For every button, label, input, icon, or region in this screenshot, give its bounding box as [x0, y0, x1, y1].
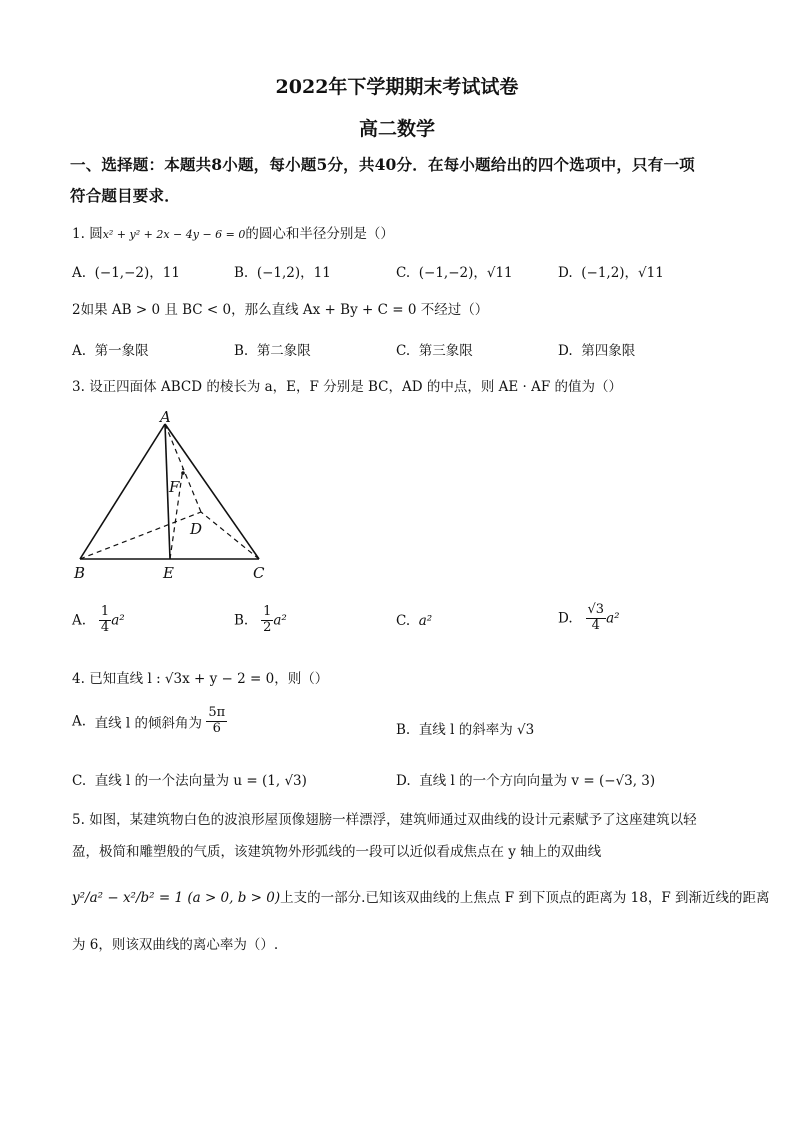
option-text: a²	[273, 612, 287, 629]
fraction	[261, 605, 273, 636]
option-label: B.	[396, 722, 411, 738]
question-number: 1.	[72, 226, 85, 242]
option-a	[72, 706, 227, 737]
question-text: 设正四面体 ABCD 的棱长为 a，E，F 分别是 BC，AD 的中点，则 AE · AF 的值为（）	[89, 379, 623, 395]
question-text: 圆	[89, 226, 103, 242]
option-label: C.	[72, 773, 87, 789]
edge-cd	[201, 512, 259, 559]
question-number: 3.	[72, 379, 85, 395]
option-d	[558, 339, 635, 359]
question-5-line1	[72, 808, 697, 828]
question-5-line2: 盈，极简和雕塑般的气质，该建筑物外形弧线的一段可以近似看成焦点在 y 轴上的双曲线	[72, 844, 602, 860]
option-label: D.	[558, 610, 573, 627]
edge-ab	[80, 424, 165, 559]
option-label: C.	[396, 265, 411, 281]
option-text: 第三象限	[418, 343, 473, 359]
option-c	[72, 769, 307, 789]
option-b	[234, 261, 331, 281]
option-label: A.	[72, 265, 87, 281]
option-c	[396, 261, 513, 281]
option-text: 直线 l 的斜率为 √3	[418, 722, 535, 738]
hyperbola-equation: y²/a² − x²/b² = 1 (a > 0, b > 0)	[72, 890, 281, 906]
option-label: A.	[72, 713, 87, 730]
option-a	[72, 339, 149, 359]
option-text: a²	[606, 610, 620, 627]
option-c	[396, 613, 432, 629]
option-text: (−1,2)，11	[256, 265, 331, 281]
section-heading-line1: 一、选择题：本题共8小题，每小题5分，共40分．在每小题给出的四个选项中，只有一项	[70, 155, 695, 174]
option-label: B.	[234, 265, 249, 281]
option-text: 直线 l 的倾斜角为	[94, 715, 203, 732]
option-label: D.	[558, 265, 573, 281]
question-5-line4: 为 6，则该双曲线的离心率为（）.	[72, 937, 279, 953]
option-d	[558, 261, 664, 281]
option-b	[234, 605, 287, 636]
vertex-label: A	[160, 410, 171, 426]
point-label: E	[163, 564, 174, 582]
edge-bd	[80, 512, 201, 559]
option-b	[234, 339, 311, 359]
option-text: 第一象限	[94, 343, 149, 359]
option-d	[396, 769, 655, 789]
fraction	[586, 603, 607, 634]
option-c	[396, 339, 473, 359]
option-text: 第四象限	[581, 343, 636, 359]
option-label: A.	[72, 343, 87, 359]
option-d	[558, 603, 620, 634]
denominator: 2	[263, 619, 272, 635]
page-subtitle: 高二数学	[358, 118, 435, 140]
question-text: 如果 AB > 0 且 BC < 0，那么直线 Ax + By + C = 0 不经过（）	[80, 302, 489, 318]
equation: x² + y² + 2x − 4y − 6 = 0	[102, 228, 246, 241]
option-label: A.	[72, 612, 87, 629]
fraction	[99, 605, 111, 636]
question-text: 上支的一部分.已知该双曲线的上焦点 F 到下顶点的距离为 18，F 到渐近线的距离	[280, 890, 770, 906]
option-text: 直线 l 的一个法向量为 u = (1, √3)	[94, 773, 307, 789]
option-text: (−1,2)，√11	[581, 265, 664, 281]
section-heading-line2: 符合题目要求．	[70, 186, 180, 205]
question-4-stem	[72, 667, 328, 687]
question-2-stem	[72, 298, 488, 318]
numerator: √3	[587, 602, 605, 617]
question-number: 4.	[72, 671, 85, 687]
vertex-label: C	[253, 564, 265, 582]
point-f	[181, 471, 185, 475]
option-text: a²	[418, 613, 433, 629]
numerator: 1	[263, 604, 272, 619]
option-label: C.	[396, 613, 411, 629]
question-text: 已知直线 l : √3x + y − 2 = 0，则（）	[89, 671, 329, 687]
option-label: B.	[234, 612, 249, 629]
question-3-stem	[72, 375, 622, 395]
option-label: C.	[396, 343, 411, 359]
option-text: a²	[111, 612, 125, 629]
option-text: (−1,−2)，11	[94, 265, 180, 281]
option-b	[396, 718, 534, 738]
question-number: 2	[72, 302, 81, 318]
denominator: 4	[591, 617, 600, 633]
option-label: D.	[396, 773, 411, 789]
point-label: F	[169, 478, 180, 496]
fraction	[206, 706, 227, 737]
question-number: 5.	[72, 812, 85, 828]
numerator: 1	[100, 604, 110, 619]
vertex-label: D	[190, 520, 203, 538]
option-a	[72, 261, 180, 281]
option-text: (−1,−2)，√11	[418, 265, 513, 281]
option-text: 第二象限	[256, 343, 311, 359]
denominator: 4	[100, 619, 110, 635]
question-text: 如图，某建筑物白色的波浪形屋顶像翅膀一样漂浮，建筑师通过双曲线的设计元素赋予了这座建筑以轻	[89, 812, 697, 828]
option-text: 直线 l 的一个方向向量为 v = (−√3, 3)	[419, 773, 656, 789]
question-5-line3	[72, 886, 770, 906]
option-label: B.	[234, 343, 249, 359]
page-title: 2022年下学期期末考试试卷	[275, 76, 519, 98]
numerator: 5π	[208, 705, 226, 720]
option-a	[72, 605, 125, 636]
option-label: D.	[558, 343, 573, 359]
tetrahedron-figure	[66, 410, 286, 590]
question-text: 的圆心和半径分别是（）	[245, 226, 394, 242]
vertex-label: B	[74, 564, 86, 582]
denominator: 6	[212, 720, 221, 736]
question-1-stem	[72, 222, 394, 242]
